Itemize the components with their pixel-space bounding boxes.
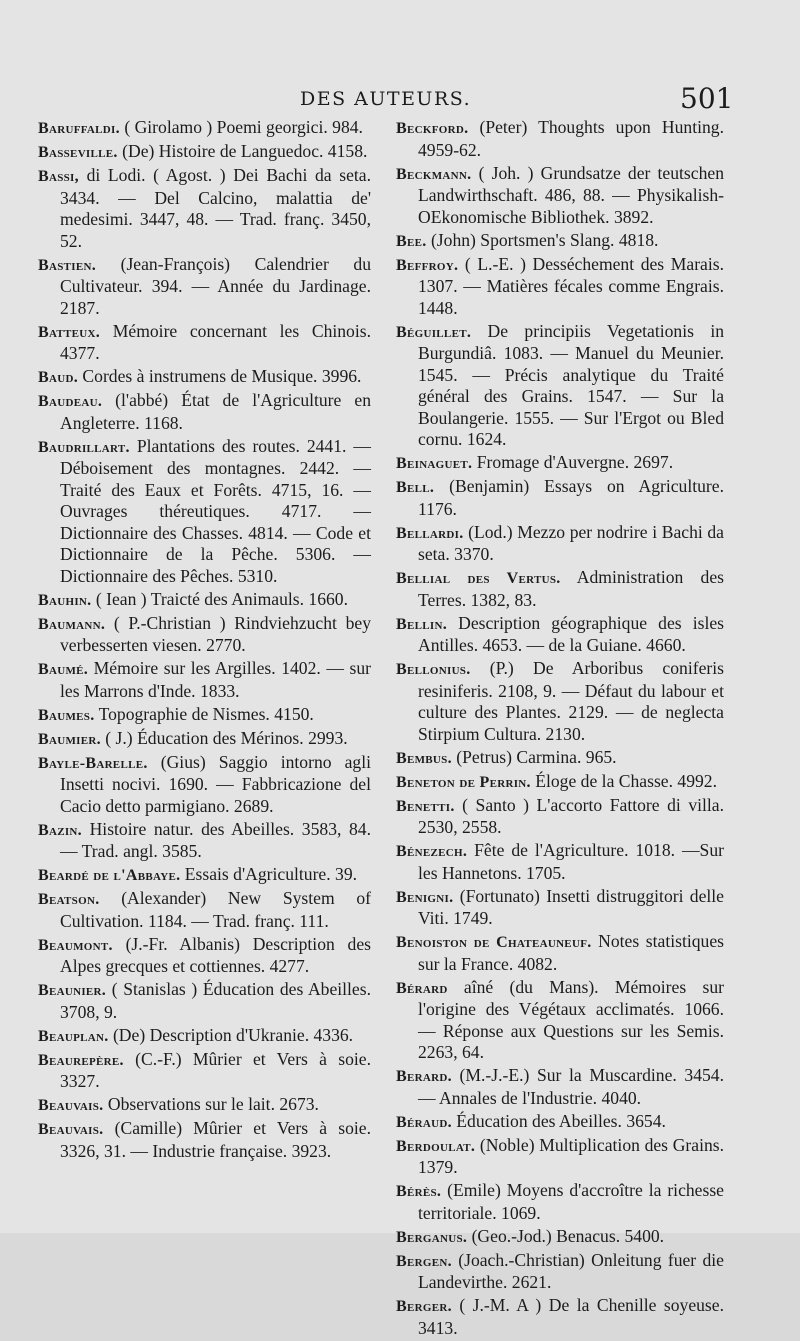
entry-author: Baumier. xyxy=(38,730,101,748)
entry-author: Benoiston de Chateauneuf. xyxy=(396,934,592,951)
index-entry xyxy=(396,163,724,229)
index-entry xyxy=(38,165,371,252)
entry-text: Plantations des routes. 2441. — Déboisement des montagnes. 2442. — Traité des Eaux et Forêts. 4715, 16. — Ouvrages théreutiques. 4717. — Dictionnaire des Chasses. 4814. — Code et Dictionnaire de la Pêche. 5306. — Dictionnaire des Pêches. 5310. xyxy=(60,435,371,586)
index-entry xyxy=(396,1135,724,1179)
entry-text: (Lod.) Mezzo per nodrire i Bachi da seta. 3370. xyxy=(418,521,724,564)
entry-author: Berard. xyxy=(396,1068,452,1085)
index-entry xyxy=(38,864,371,887)
entry-author: Bazin. xyxy=(38,821,82,839)
index-entry xyxy=(396,1250,724,1294)
index-entry xyxy=(38,934,371,978)
index-entry xyxy=(38,1049,371,1093)
entry-text: (Petrus) Carmina. 965. xyxy=(451,746,617,767)
entry-text: (l'abbé) État de l'Agriculture en Angleterre. 1168. xyxy=(60,390,371,433)
entry-author: Bastien. xyxy=(38,256,97,274)
index-entry xyxy=(396,613,724,657)
entry-author: Baudeau. xyxy=(38,393,103,410)
index-entry xyxy=(38,117,371,140)
index-entry xyxy=(38,436,371,588)
index-entry xyxy=(38,752,371,818)
index-entry xyxy=(38,141,371,164)
index-entry xyxy=(396,567,724,611)
entry-text: di Lodi. ( Agost. ) Dei Bachi da seta. 3434. — Del Calcino, malattia de' medesimi. 3447, 48. — Trad. franç. 3450, 52. xyxy=(60,165,371,251)
index-entry xyxy=(38,613,371,657)
entry-text: (Peter) Thoughts upon Hunting. 4959-62. xyxy=(418,117,724,160)
index-entry xyxy=(38,589,371,612)
entry-author: Beaunier. xyxy=(38,982,107,999)
entry-text: (Jean-François) Calendrier du Cultivateur. 394. — Année du Jardinage. 2187. xyxy=(60,253,371,318)
entry-author: Baud. xyxy=(38,369,79,386)
index-entry xyxy=(396,795,724,839)
index-entry xyxy=(396,1226,724,1249)
entry-author: Baumann. xyxy=(38,615,106,633)
entry-text: (Alexander) New System of Cultivation. 1184. — Trad. franç. 111. xyxy=(60,888,371,931)
entry-text: ( Girolamo ) Poemi georgici. 984. xyxy=(119,117,363,137)
entry-text: Fête de l'Agriculture. 1018. —Sur les Hannetons. 1705. xyxy=(418,840,724,883)
entry-author: Bellardi. xyxy=(396,524,464,542)
entry-text: (Fortunato) Insetti distruggitori delle Viti. 1749. xyxy=(418,885,724,928)
entry-text: (C.-F.) Mûrier et Vers à soie. 3327. xyxy=(60,1048,371,1091)
entry-author: Bérard xyxy=(396,979,448,997)
entry-text: ( Joh. ) Grundsatze der teutschen Landwirthschaft. 486, 88. — Physikalish-OEkonomische Bibliothek. 3892. xyxy=(418,162,724,227)
entry-author: Beardé de l'Abbaye. xyxy=(38,867,181,884)
entry-author: Beaumont. xyxy=(38,936,113,954)
entry-author: Beauplan. xyxy=(38,1027,109,1045)
entry-text: (De) Description d'Ukranie. 4336. xyxy=(108,1024,354,1045)
entry-author: Bassi, xyxy=(38,168,79,185)
index-entry xyxy=(396,522,724,566)
index-entry xyxy=(38,658,371,702)
entry-text: De principiis Vegetationis in Burgundiâ. 1083. — Manuel du Meunier. 1545. — Précis analytique du Traité général des Grains. 1547. — Sur la Boulangerie. 1555. — Sur l'Ergot ou Bled cornu. 1624. xyxy=(418,320,724,449)
entry-text: (P.) De Arboribus coniferis resiniferis. 2108, 9. — Défaut du labour et culture des Plantes. 2129. — de neglecta Stirpium Cultura. 2130. xyxy=(418,658,724,744)
entry-text: ( P.-Christian ) Rindviehzucht bey verbesserten viesen. 2770. xyxy=(60,612,371,655)
entry-text: (De) Histoire de Languedoc. 4158. xyxy=(117,141,368,161)
entry-author: Bayle-Barelle. xyxy=(38,754,148,772)
entry-author: Bellin. xyxy=(396,615,448,633)
entry-author: Bembus. xyxy=(396,749,452,767)
entry-text: Topographie de Nismes. 4150. xyxy=(94,703,314,724)
entry-author: Bellial des Vertus. xyxy=(396,570,561,587)
entry-author: Bérès. xyxy=(396,1183,442,1200)
entry-author: Beckmann. xyxy=(396,165,472,183)
entry-text: (Benjamin) Essays on Agriculture. 1176. xyxy=(418,476,724,519)
entry-author: Basseville. xyxy=(38,144,118,161)
index-entry xyxy=(396,840,724,884)
entry-text: Éducation des Abeilles. 3654. xyxy=(451,1110,666,1131)
entry-author: Beauvais. xyxy=(38,1121,104,1138)
entry-text: (Geo.-Jod.) Benacus. 5400. xyxy=(467,1225,665,1246)
entry-text: Notes statistiques sur la France. 4082. xyxy=(418,931,724,974)
index-entry xyxy=(38,888,371,932)
entry-text: Administration des Terres. 1382, 83. xyxy=(418,567,724,610)
entry-author: Bellonius. xyxy=(396,661,471,678)
index-entry xyxy=(396,931,724,975)
index-entry xyxy=(396,452,724,475)
entry-author: Baruffaldi. xyxy=(38,120,120,137)
index-entry xyxy=(38,1118,371,1162)
index-column-left xyxy=(38,117,371,1164)
index-entry xyxy=(396,658,724,745)
entry-author: Beneton de Perrin. xyxy=(396,773,531,791)
entry-text: Observations sur le lait. 2673. xyxy=(103,1094,319,1114)
index-entry xyxy=(396,321,724,451)
entry-author: Baudrillart. xyxy=(38,438,130,456)
index-entry xyxy=(396,476,724,520)
entry-author: Bee. xyxy=(396,232,427,250)
index-entry xyxy=(396,1111,724,1134)
index-entry xyxy=(396,977,724,1064)
entry-author: Berger. xyxy=(396,1298,452,1315)
entry-text: aîné (du Mans). Mémoires sur l'origine des Végétaux acclimatés. 1066. — Réponse aux Questions sur les Semis. 2263, 64. xyxy=(418,976,724,1062)
index-entry xyxy=(38,704,371,727)
index-entry xyxy=(38,979,371,1023)
entry-author: Beffroy. xyxy=(396,256,459,274)
entry-author: Beatson. xyxy=(38,891,100,908)
index-entry xyxy=(38,366,371,389)
entry-author: Béraud. xyxy=(396,1113,452,1131)
entry-text: Description géographique des isles Antilles. 4653. — de la Guiane. 4660. xyxy=(418,612,724,655)
page-number: 501 xyxy=(680,82,734,115)
entry-text: (Emile) Moyens d'accroître la richesse territoriale. 1069. xyxy=(418,1180,724,1223)
entry-author: Beinaguet. xyxy=(396,455,473,472)
entry-text: ( Santo ) L'accorto Fattore di villa. 2530, 2558. xyxy=(418,794,724,837)
index-entry xyxy=(38,254,371,320)
index-entry xyxy=(396,771,724,794)
entry-text: ( Iean ) Traicté des Animauls. 1660. xyxy=(91,588,348,609)
index-entry xyxy=(38,728,371,751)
index-entry xyxy=(396,886,724,930)
entry-text: Cordes à instrumens de Musique. 3996. xyxy=(78,366,362,386)
running-head: DES AUTEURS. xyxy=(300,88,472,110)
index-entry xyxy=(38,390,371,434)
entry-text: Mémoire concernant les Chinois. 4377. xyxy=(60,320,371,363)
entry-author: Berganus. xyxy=(396,1228,468,1246)
entry-text: ( J.-M. A ) De la Chenille soyeuse. 3413. xyxy=(418,1295,724,1338)
index-entry xyxy=(396,254,724,320)
entry-author: Bergen. xyxy=(396,1252,452,1270)
index-entry xyxy=(396,1065,724,1109)
entry-author: Baumé. xyxy=(38,661,89,678)
entry-text: (Joach.-Christian) Onleitung fuer die Landevirthe. 2621. xyxy=(418,1249,724,1292)
entry-author: Béguillet. xyxy=(396,323,472,341)
index-entry xyxy=(396,1295,724,1339)
index-entry xyxy=(396,117,724,161)
entry-author: Baumes. xyxy=(38,706,95,724)
entry-author: Bauhin. xyxy=(38,591,92,609)
entry-text: (J.-Fr. Albanis) Description des Alpes grecques et cottiennes. 4277. xyxy=(60,933,371,976)
entry-author: Beauvais. xyxy=(38,1097,104,1114)
entry-text: Histoire natur. des Abeilles. 3583, 84. — Trad. angl. 3585. xyxy=(60,818,371,861)
entry-author: Bell. xyxy=(396,479,435,496)
entry-text: (Gius) Saggio intorno agli Insetti nocivi. 1690. — Fabbricazione del Cacio detto parmigiano. 2689. xyxy=(60,751,371,816)
entry-text: (M.-J.-E.) Sur la Muscardine. 3454. — Annales de l'Industrie. 4040. xyxy=(418,1065,724,1108)
entry-author: Beckford. xyxy=(396,120,469,137)
entry-author: Benetti. xyxy=(396,797,455,815)
entry-text: (Noble) Multiplication des Grains. 1379. xyxy=(418,1134,724,1177)
index-column-right xyxy=(396,117,724,1341)
entry-author: Benigni. xyxy=(396,888,454,906)
entry-text: Mémoire sur les Argilles. 1402. — sur les Marrons d'Inde. 1833. xyxy=(60,658,371,701)
entry-author: Bénezech. xyxy=(396,843,468,860)
index-entry xyxy=(38,1025,371,1048)
entry-text: ( Stanislas ) Éducation des Abeilles. 3708, 9. xyxy=(60,979,371,1022)
page-header xyxy=(0,82,800,122)
index-entry xyxy=(38,1094,371,1117)
entry-text: Éloge de la Chasse. 4992. xyxy=(530,770,718,791)
index-entry xyxy=(38,321,371,365)
entry-author: Batteux. xyxy=(38,323,101,341)
entry-text: Essais d'Agriculture. 39. xyxy=(180,864,358,884)
entry-author: Beaurepère. xyxy=(38,1051,124,1069)
entry-author: Berdoulat. xyxy=(396,1137,476,1155)
index-entry xyxy=(396,1180,724,1224)
index-entry xyxy=(396,230,724,253)
entry-text: (John) Sportsmen's Slang. 4818. xyxy=(426,229,659,250)
entry-text: Fromage d'Auvergne. 2697. xyxy=(472,452,674,472)
index-entry xyxy=(38,819,371,863)
entry-text: ( L.-E. ) Desséchement des Marais. 1307. — Matières fécales comme Engrais. 1448. xyxy=(418,253,724,318)
entry-text: (Camille) Mûrier et Vers à soie. 3326, 31. — Industrie française. 3923. xyxy=(60,1118,371,1161)
index-entry xyxy=(396,747,724,770)
entry-text: ( J.) Éducation des Mérinos. 2993. xyxy=(100,727,348,748)
